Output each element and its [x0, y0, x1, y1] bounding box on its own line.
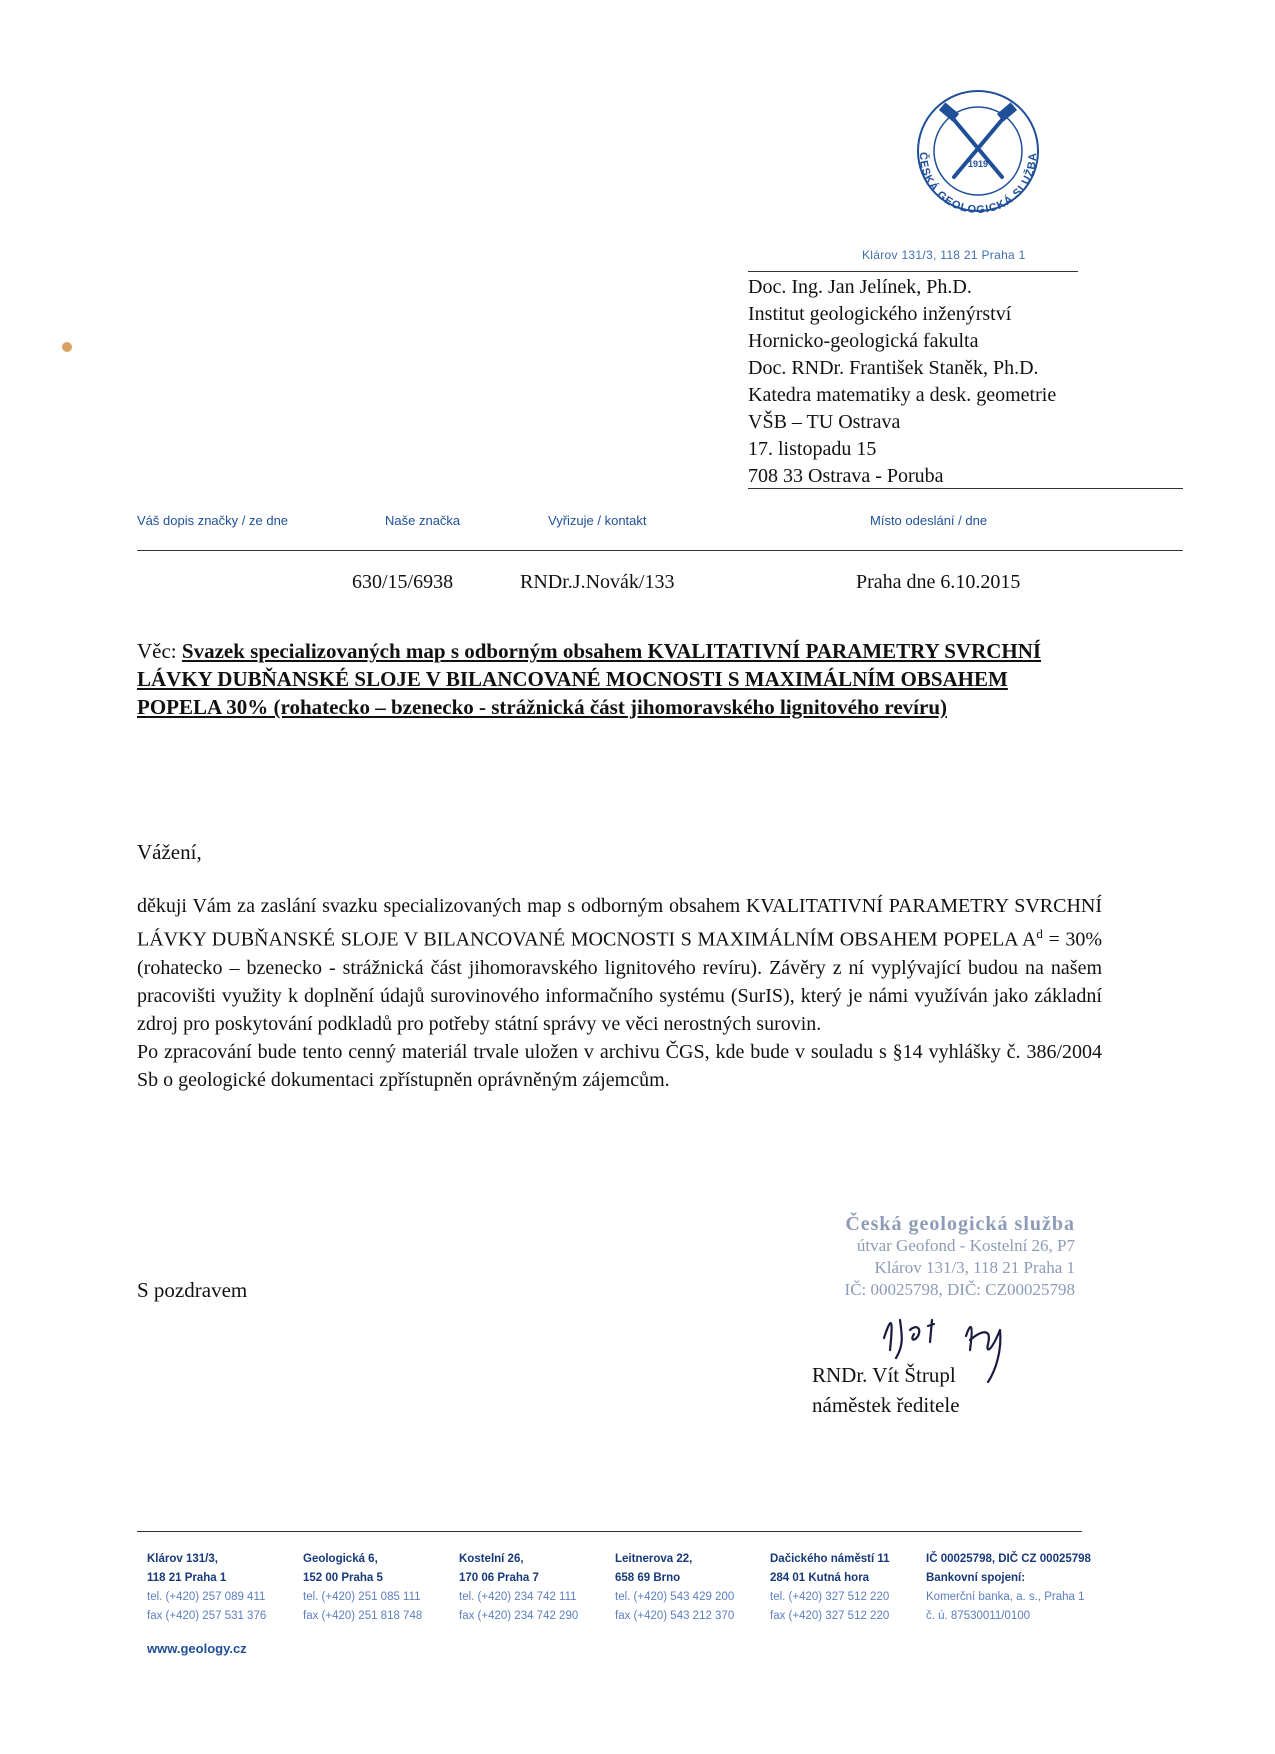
salutation: Vážení, — [137, 840, 202, 864]
footer-column: Klárov 131/3, 118 21 Praha 1 tel. (+420) 257 089 411 fax (+420) 257 531 376 — [147, 1553, 267, 1622]
footer-column: Dačického náměstí 11 284 01 Kutná hora tel. (+420) 327 512 220 fax (+420) 327 512 220 — [770, 1553, 890, 1622]
place-date-label: Místo odeslání / dne — [870, 513, 988, 528]
official-stamp: Česká geologická služba útvar Geofond - Kostelní 26, P7 Klárov 131/3, 118 21 Praha 1 IČ: 00025798, DIČ: CZ00025798 — [844, 1213, 1075, 1299]
paper-mark — [60, 340, 74, 354]
recipient-line: 17. listopadu 15 — [748, 438, 877, 460]
contact-value: RNDr.J.Novák/133 — [520, 571, 675, 593]
contact-label: Vyřizuje / kontakt — [548, 513, 647, 528]
body-paragraph: Po zpracování bude tento cenný materiál trvale uložen v archivu ČGS, kde bude v souladu s §14 vyhlášky č. 386/2004 Sb o geologické dokumentaci zpřístupněn oprávněným zájemcům. — [137, 1040, 1102, 1091]
svg-text:ČESKÁ GEOLOGICKÁ SLUŽBA: ČESKÁ GEOLOGICKÁ SLUŽBA — [916, 151, 1040, 215]
footer-divider — [137, 1531, 1082, 1532]
signer-block — [812, 1360, 960, 1420]
subject-text: Svazek specializovaných map s odborným obsahem KVALITATIVNÍ PARAMETRY SVRCHNÍ LÁVKY DUBŇANSKÉ SLOJE V BILANCOVANÉ MOCNOSTI S MAXIMÁLNÍM OBSAHEM POPELA 30% (rohatecko – bzenecko - strážnická část jihomoravského lignitového revíru) — [137, 639, 1042, 719]
signer-title: náměstek ředitele — [812, 1393, 960, 1417]
reference-divider — [137, 550, 1183, 551]
signer-name: RNDr. Vít Štrupl — [812, 1363, 956, 1387]
body-paragraph: děkuji Vám za zaslání svazku specializovaných map s odborným obsahem KVALITATIVNÍ PARAMETRY SVRCHNÍ LÁVKY DUBŇANSKÉ SLOJE V BILANCOVANÉ MOCNOSTI S MAXIMÁLNÍM OBSAHEM POPELA $A^d = 30\%$ (rohatecko – bzenecko - strážnická část jihomoravského lignitového revíru). Závěry z ní vyplývající budou na našem pracovišti využity k doplnění údajů surovinového informačního systému (SurIS), který je námi využíván jako základní zdroj pro poskytování podkladů pro potřeby státní správy ve věci nerostných surovin. — [137, 895, 1102, 1035]
recipient-line: Institut geologického inženýrství — [748, 303, 1012, 325]
website-link[interactable]: www.geology.cz — [147, 1641, 247, 1656]
letter-body — [137, 892, 1102, 1094]
our-ref-label: Naše značka — [385, 513, 461, 528]
place-date-value: Praha dne 6.10.2015 — [856, 571, 1021, 593]
footer-column: IČ 00025798, DIČ CZ 00025798 Bankovní spojení: Komerční banka, a. s., Praha 1 č. ú. 87530011/0100 — [926, 1553, 1091, 1622]
your-ref-label: Váš dopis značky / ze dne — [137, 513, 289, 528]
ceska-geologicka-sluzba-logo — [900, 85, 1055, 215]
recipient-line: VŠB – TU Ostrava — [748, 411, 901, 433]
footer-column: Kostelní 26, 170 06 Praha 7 tel. (+420) 234 742 111 fax (+420) 234 742 290 — [459, 1553, 579, 1622]
footer-column: Leitnerova 22, 658 69 Brno tel. (+420) 543 429 200 fax (+420) 543 212 370 — [615, 1553, 735, 1622]
address-divider — [748, 488, 1183, 489]
recipient-line: Hornicko-geologická fakulta — [748, 330, 979, 352]
svg-text:1919: 1919 — [967, 159, 989, 169]
closing: S pozdravem — [137, 1278, 248, 1302]
subject-label: Věc: — [137, 639, 177, 663]
recipient-line: Doc. Ing. Jan Jelínek, Ph.D. — [748, 276, 972, 298]
recipient-address — [748, 274, 1056, 490]
subject — [137, 637, 1077, 721]
our-ref-value: 630/15/6938 — [352, 571, 454, 593]
return-address-divider — [748, 271, 1078, 272]
recipient-line: Doc. RNDr. František Staněk, Ph.D. — [748, 357, 1039, 379]
footer-column: Geologická 6, 152 00 Praha 5 tel. (+420) 251 085 111 fax (+420) 251 818 748 — [303, 1553, 423, 1622]
recipient-line: Katedra matematiky a desk. geometrie — [748, 384, 1057, 406]
return-address: Klárov 131/3, 118 21 Praha 1 — [862, 248, 1026, 262]
recipient-line: 708 33 Ostrava - Poruba — [748, 465, 944, 487]
